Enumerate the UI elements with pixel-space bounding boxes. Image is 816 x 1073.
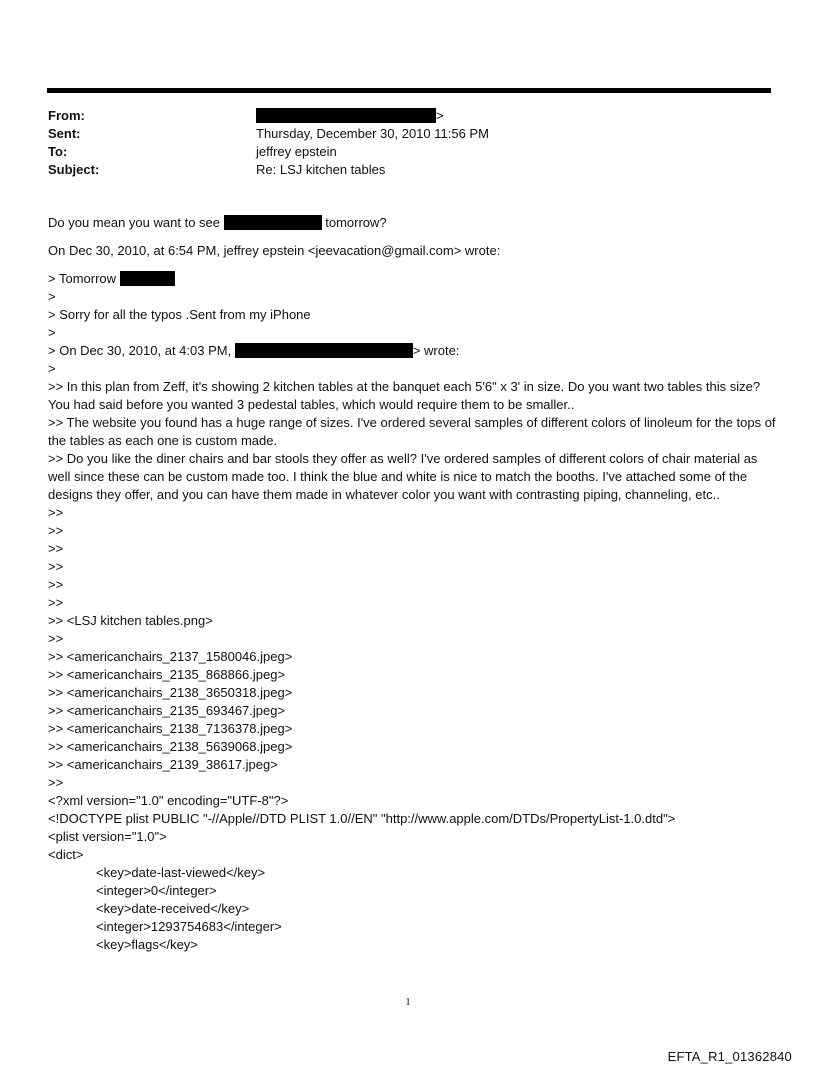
quote-line: > Sorry for all the typos .Sent from my iPhone xyxy=(48,307,311,322)
attachment-line: >> <americanchairs_2137_1580046.jpeg> xyxy=(48,649,293,664)
quote-paragraph: >> In this plan from Zeff, it's showing 2 kitchen tables at the banquet each 5'6" x 3' in size. Do you want two tables this size? You had said before you wanted 3 pedestal tables, which would require them to be smaller.. xyxy=(48,379,764,412)
subject-row xyxy=(48,161,748,179)
quote-paragraph: >> The website you found has a huge range of sizes. I've ordered several samples of different colors of linoleum for the tops of the tables as each one is custom made. xyxy=(48,415,780,448)
redaction-box xyxy=(120,271,175,286)
to-label: To: xyxy=(48,144,68,159)
bates-stamp: EFTA_R1_01362840 xyxy=(667,1049,792,1064)
from-label: From: xyxy=(48,108,85,123)
attachment-line: >> <americanchairs_2135_868866.jpeg> xyxy=(48,667,286,682)
quote-paragraph: >> Do you like the diner chairs and bar stools they offer as well? I've ordered samples of different colors of chair material as well since these can be custom made too. I think the blue and white is nice to match the booths. I've attached some of the designs they offer, and you can have them made in whatever color you want with contrasting piping, channeling, etc.. xyxy=(48,451,762,502)
quote-line: >> xyxy=(48,559,64,574)
reply-text: Do you mean you want to see xyxy=(48,215,224,230)
reply-text-end: tomorrow? xyxy=(321,215,387,230)
to-row xyxy=(48,143,748,161)
redaction-box xyxy=(256,108,436,123)
quote-line: >> xyxy=(48,541,64,556)
attachment-line: >> <LSJ kitchen tables.png> xyxy=(48,613,213,628)
attachment-line: >> <americanchairs_2135_693467.jpeg> xyxy=(48,703,286,718)
from-row xyxy=(48,107,748,125)
quote-attribution: On Dec 30, 2010, at 6:54 PM, jeffrey epstein <jeevacation@gmail.com> wrote: xyxy=(48,243,501,258)
page-number: 1 xyxy=(405,996,411,1008)
quote-line: >> xyxy=(48,595,64,610)
dict-line: <integer>0</integer> xyxy=(96,883,217,898)
attachment-line: >> <americanchairs_2138_3650318.jpeg> xyxy=(48,685,293,700)
dict-open: <dict> xyxy=(48,847,84,862)
to-value: jeffrey epstein xyxy=(256,144,337,159)
attachment-line: >> <americanchairs_2138_5639068.jpeg> xyxy=(48,739,293,754)
plist-open: <plist version="1.0"> xyxy=(48,829,167,844)
from-suffix: > xyxy=(436,108,444,123)
header-rule xyxy=(47,88,771,93)
quote-text-end: > wrote: xyxy=(412,343,460,358)
from-value xyxy=(256,107,748,125)
attachment-line: >> <americanchairs_2139_38617.jpeg> xyxy=(48,757,278,772)
sent-value: Thursday, December 30, 2010 11:56 PM xyxy=(256,126,489,141)
xml-doctype: <!DOCTYPE plist PUBLIC "-//Apple//DTD PLIST 1.0//EN" "http://www.apple.com/DTDs/PropertyList-1.0.dtd"> xyxy=(48,811,676,826)
email-header xyxy=(48,107,748,179)
quote-line: >> xyxy=(48,631,64,646)
quote-line: > xyxy=(48,289,56,304)
quote-text: > On Dec 30, 2010, at 4:03 PM, xyxy=(48,343,235,358)
quote-line: >> xyxy=(48,505,64,520)
quote-line: >> xyxy=(48,577,64,592)
subject-value: Re: LSJ kitchen tables xyxy=(256,162,386,177)
quote-text: > Tomorrow xyxy=(48,271,120,286)
xml-declaration: <?xml version="1.0" encoding="UTF-8"?> xyxy=(48,793,289,808)
email-body xyxy=(48,214,778,954)
quote-line: > xyxy=(48,361,56,376)
redaction-box xyxy=(235,343,413,358)
subject-label: Subject: xyxy=(48,162,100,177)
dict-line: <key>date-last-viewed</key> xyxy=(96,865,266,880)
quote-attribution-nested xyxy=(48,342,778,360)
quote-line: >> xyxy=(48,775,64,790)
redaction-box xyxy=(224,215,322,230)
dict-line: <integer>1293754683</integer> xyxy=(96,919,282,934)
sent-row xyxy=(48,125,748,143)
quote-line xyxy=(48,270,778,288)
reply-line xyxy=(48,214,778,232)
quote-line: > xyxy=(48,325,56,340)
dict-line: <key>flags</key> xyxy=(96,937,198,952)
dict-line: <key>date-received</key> xyxy=(96,901,250,916)
sent-label: Sent: xyxy=(48,126,81,141)
attachment-line: >> <americanchairs_2138_7136378.jpeg> xyxy=(48,721,293,736)
quote-line: >> xyxy=(48,523,64,538)
